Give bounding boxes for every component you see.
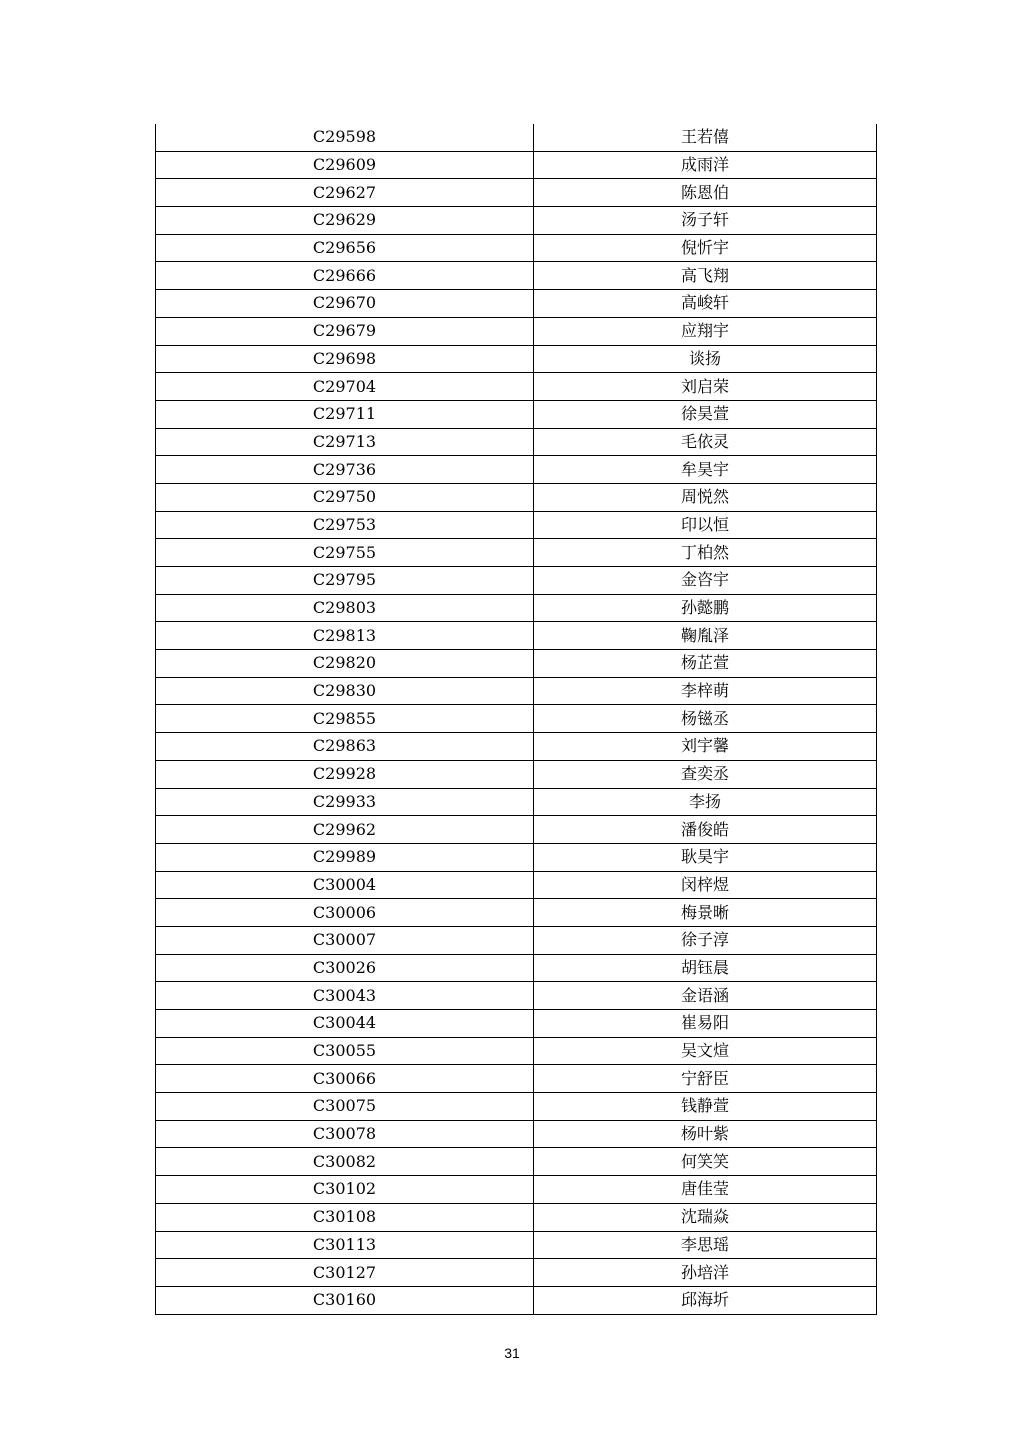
registration-id-cell: C29679 [156,317,534,345]
student-name-cell: 金咨宇 [534,567,877,595]
table-row [156,1286,877,1314]
page-number: 31 [504,1345,520,1361]
student-name-cell: 李扬 [534,788,877,816]
registration-id-cell: C29933 [156,788,534,816]
table-row [156,1093,877,1121]
table-row [156,594,877,622]
registration-id-cell: C29711 [156,400,534,428]
student-name-cell: 耿昊宇 [534,843,877,871]
registration-id-cell: C29698 [156,345,534,373]
registration-id-cell: C29656 [156,234,534,262]
table-row [156,1176,877,1204]
student-name-cell: 杨芷萱 [534,650,877,678]
table-row [156,1120,877,1148]
student-name-cell: 徐子淳 [534,926,877,954]
student-name-cell: 李思瑶 [534,1231,877,1259]
student-name-cell: 倪忻宇 [534,234,877,262]
table-row [156,179,877,207]
registration-id-cell: C30066 [156,1065,534,1093]
registration-id-cell: C29803 [156,594,534,622]
table-row [156,428,877,456]
table-row [156,317,877,345]
registration-id-cell: C29962 [156,816,534,844]
roster-table-body [156,124,877,1314]
student-name-cell: 钱静萱 [534,1093,877,1121]
table-row [156,705,877,733]
registration-id-cell: C30075 [156,1093,534,1121]
table-row [156,622,877,650]
student-name-cell: 崔易阳 [534,1010,877,1038]
registration-id-cell: C30006 [156,899,534,927]
student-name-cell: 印以恒 [534,511,877,539]
table-row [156,124,877,151]
registration-id-cell: C30007 [156,926,534,954]
student-name-cell: 闵梓煜 [534,871,877,899]
student-name-cell: 谈扬 [534,345,877,373]
registration-id-cell: C29795 [156,567,534,595]
student-name-cell: 丁柏然 [534,539,877,567]
student-name-cell: 查奕丞 [534,760,877,788]
registration-id-cell: C30078 [156,1120,534,1148]
table-row [156,926,877,954]
table-row [156,234,877,262]
student-name-cell: 刘宇馨 [534,733,877,761]
table-row [156,954,877,982]
registration-id-cell: C29813 [156,622,534,650]
table-row [156,1065,877,1093]
table-row [156,788,877,816]
registration-id-cell: C29736 [156,456,534,484]
table-row [156,400,877,428]
table-row [156,345,877,373]
registration-id-cell: C30004 [156,871,534,899]
student-name-cell: 胡钰晨 [534,954,877,982]
student-name-cell: 宁舒臣 [534,1065,877,1093]
table-row [156,871,877,899]
table-row [156,982,877,1010]
table-row [156,290,877,318]
registration-id-cell: C30043 [156,982,534,1010]
student-name-cell: 沈瑞焱 [534,1203,877,1231]
table-row [156,456,877,484]
registration-id-cell: C29713 [156,428,534,456]
student-name-cell: 牟昊宇 [534,456,877,484]
registration-id-cell: C29830 [156,677,534,705]
table-row [156,843,877,871]
table-row [156,1203,877,1231]
registration-id-cell: C30108 [156,1203,534,1231]
table-row [156,373,877,401]
student-name-cell: 金语涵 [534,982,877,1010]
registration-id-cell: C30127 [156,1259,534,1287]
registration-id-cell: C29629 [156,207,534,235]
table-row [156,816,877,844]
registration-id-cell: C29609 [156,151,534,179]
table-row [156,1010,877,1038]
table-row [156,567,877,595]
registration-id-cell: C29704 [156,373,534,401]
registration-id-cell: C29855 [156,705,534,733]
student-name-cell: 邱海圻 [534,1286,877,1314]
table-row [156,207,877,235]
registration-id-cell: C29753 [156,511,534,539]
registration-id-cell: C30055 [156,1037,534,1065]
table-row [156,511,877,539]
table-row [156,262,877,290]
table-row [156,539,877,567]
student-name-cell: 杨叶紫 [534,1120,877,1148]
registration-id-cell: C29989 [156,843,534,871]
registration-id-cell: C30102 [156,1176,534,1204]
table-row [156,483,877,511]
student-name-cell: 刘启荣 [534,373,877,401]
registration-id-cell: C29666 [156,262,534,290]
student-name-cell: 汤子轩 [534,207,877,235]
student-name-cell: 鞠胤泽 [534,622,877,650]
table-row [156,1148,877,1176]
table-row [156,899,877,927]
registration-id-cell: C30082 [156,1148,534,1176]
table-row [156,151,877,179]
table-row [156,650,877,678]
registration-id-cell: C30044 [156,1010,534,1038]
registration-id-cell: C29627 [156,179,534,207]
registration-id-cell: C29928 [156,760,534,788]
student-name-cell: 梅景晰 [534,899,877,927]
table-row [156,1231,877,1259]
table-row [156,677,877,705]
registration-id-cell: C29820 [156,650,534,678]
registration-id-cell: C30160 [156,1286,534,1314]
student-name-cell: 周悦然 [534,483,877,511]
registration-id-cell: C29670 [156,290,534,318]
student-name-cell: 毛依灵 [534,428,877,456]
student-name-cell: 应翔宇 [534,317,877,345]
registration-id-cell: C30026 [156,954,534,982]
registration-id-cell: C29750 [156,483,534,511]
registration-id-cell: C29863 [156,733,534,761]
student-name-cell: 杨镃丞 [534,705,877,733]
student-name-cell: 李梓萌 [534,677,877,705]
student-name-cell: 陈恩伯 [534,179,877,207]
table-row [156,1037,877,1065]
student-name-cell: 潘俊皓 [534,816,877,844]
registration-id-cell: C30113 [156,1231,534,1259]
student-name-cell: 高峻轩 [534,290,877,318]
registration-id-cell: C29598 [156,124,534,151]
table-row [156,1259,877,1287]
registration-id-cell: C29755 [156,539,534,567]
student-name-cell: 吴文煊 [534,1037,877,1065]
table-row [156,760,877,788]
student-name-cell: 成雨洋 [534,151,877,179]
student-name-cell: 徐昊萱 [534,400,877,428]
roster-table [155,124,877,1315]
student-name-cell: 高飞翔 [534,262,877,290]
student-name-cell: 王若僖 [534,124,877,151]
student-name-cell: 孙培洋 [534,1259,877,1287]
student-name-cell: 孙懿鹏 [534,594,877,622]
student-name-cell: 唐佳莹 [534,1176,877,1204]
student-name-cell: 何笑笑 [534,1148,877,1176]
table-row [156,733,877,761]
